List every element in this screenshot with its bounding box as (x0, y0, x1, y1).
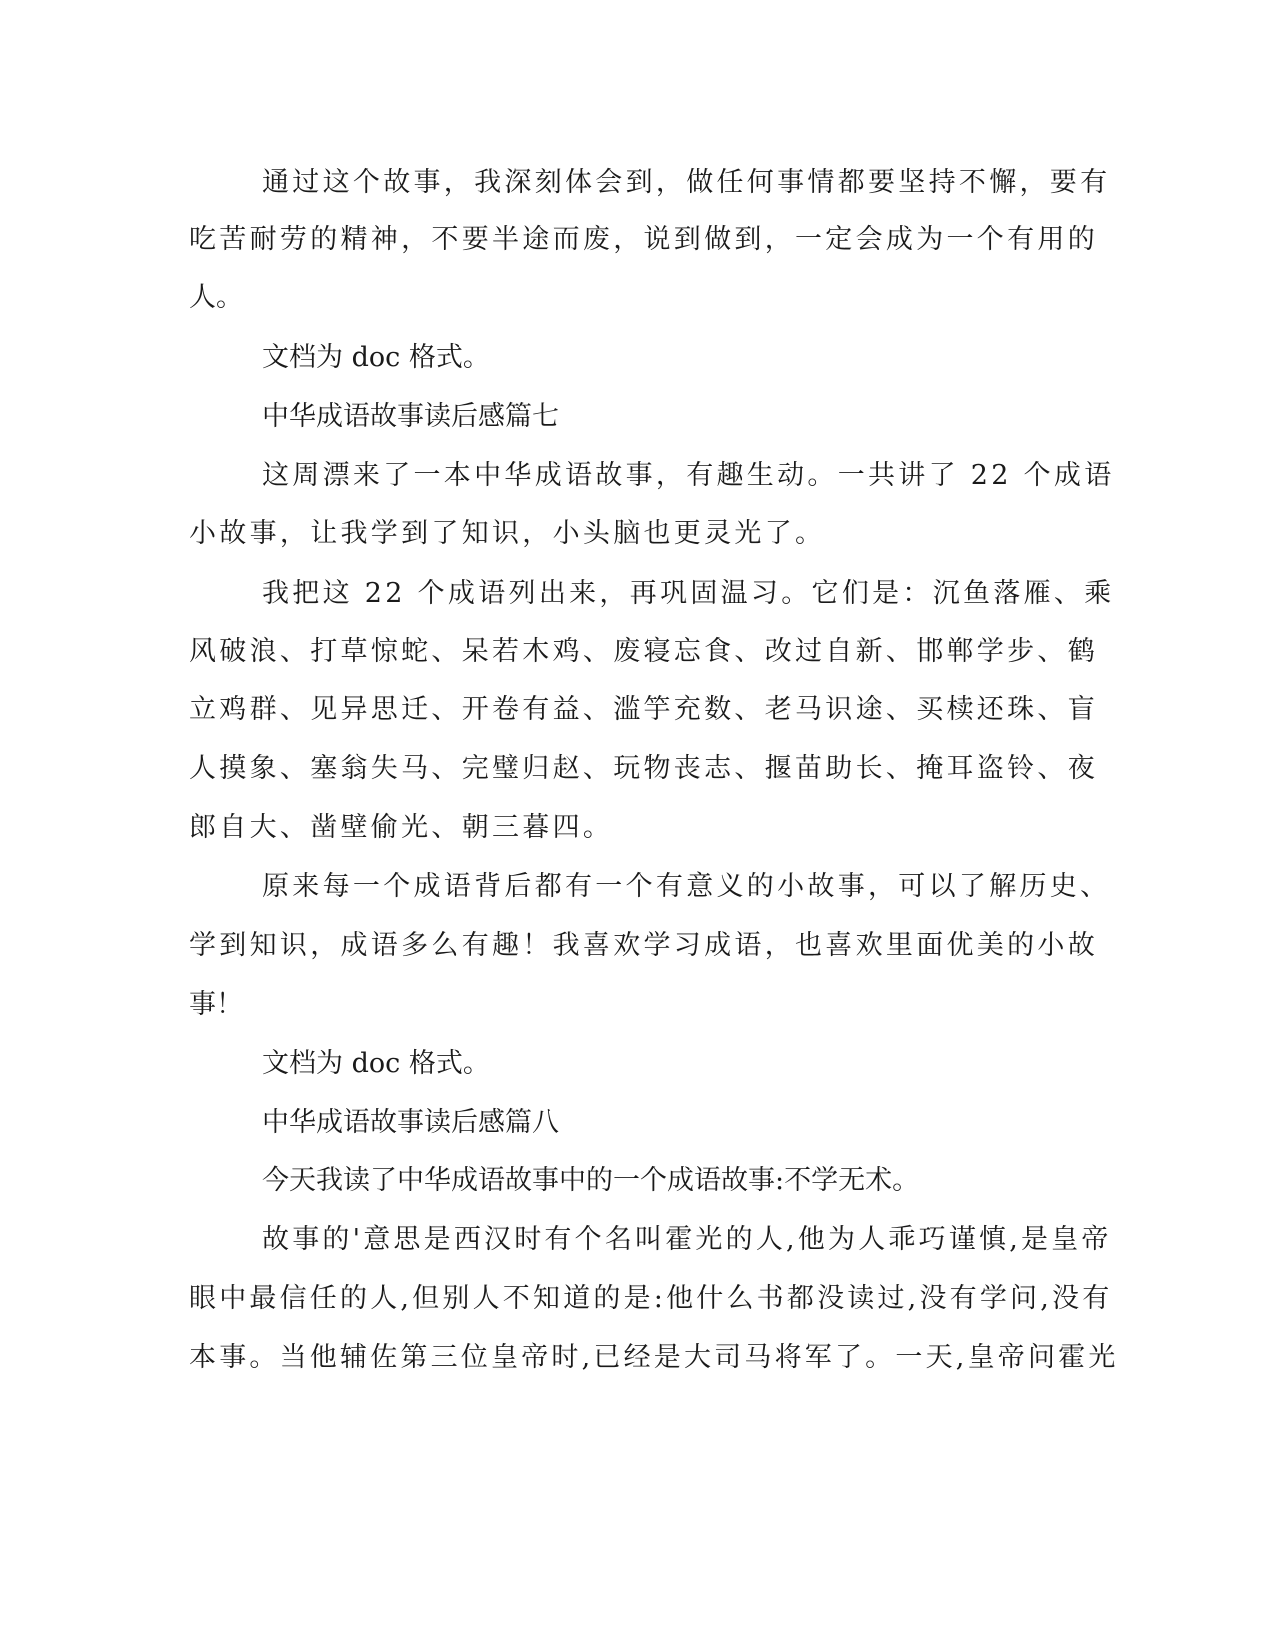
section-heading: 中华成语故事读后感篇八 (262, 1107, 559, 1138)
paragraph-line: 人。 (189, 282, 243, 313)
paragraph-line: 小故事，让我学到了知识，小头脑也更灵光了。 (189, 518, 826, 549)
paragraph-line: 学到知识，成语多么有趣！我喜欢学习成语，也喜欢里面优美的小故 (189, 930, 1098, 961)
paragraph-line: 郎自大、凿壁偷光、朝三暮四。 (189, 812, 614, 843)
paragraph-line: 吃苦耐劳的精神，不要半途而废，说到做到，一定会成为一个有用的 (189, 224, 1098, 255)
paragraph-line: 风破浪、打草惊蛇、呆若木鸡、废寝忘食、改过自新、邯郸学步、鹤 (189, 636, 1098, 667)
paragraph-line: 我把这 22 个成语列出来，再巩固温习。它们是：沉鱼落雁、乘 (262, 578, 1115, 609)
paragraph-line: 今天我读了中华成语故事中的一个成语故事:不学无术。 (262, 1165, 920, 1196)
paragraph-line: 原来每一个成语背后都有一个有意义的小故事，可以了解历史、 (262, 871, 1111, 902)
format-note: 文档为 doc 格式。 (262, 342, 490, 373)
format-note: 文档为 doc 格式。 (262, 1048, 490, 1079)
paragraph-line: 这周漂来了一本中华成语故事，有趣生动。一共讲了 22 个成语 (262, 460, 1115, 491)
paragraph-line: 人摸象、塞翁失马、完璧归赵、玩物丧志、揠苗助长、掩耳盗铃、夜 (189, 753, 1098, 784)
paragraph-line: 立鸡群、见异思迁、开卷有益、滥竽充数、老马识途、买椟还珠、盲 (189, 694, 1098, 725)
paragraph-line: 通过这个故事，我深刻体会到，做任何事情都要坚持不懈，要有 (262, 167, 1111, 198)
paragraph-line: 眼中最信任的人,但别人不知道的是:他什么书都没读过,没有学问,没有 (189, 1283, 1113, 1314)
section-heading: 中华成语故事读后感篇七 (262, 401, 559, 432)
paragraph-line: 故事的'意思是西汉时有个名叫霍光的人,他为人乖巧谨慎,是皇帝 (262, 1224, 1112, 1255)
paragraph-line: 事！ (189, 989, 243, 1020)
paragraph-line: 本事。当他辅佐第三位皇帝时,已经是大司马将军了。一天,皇帝问霍光 (189, 1342, 1119, 1373)
